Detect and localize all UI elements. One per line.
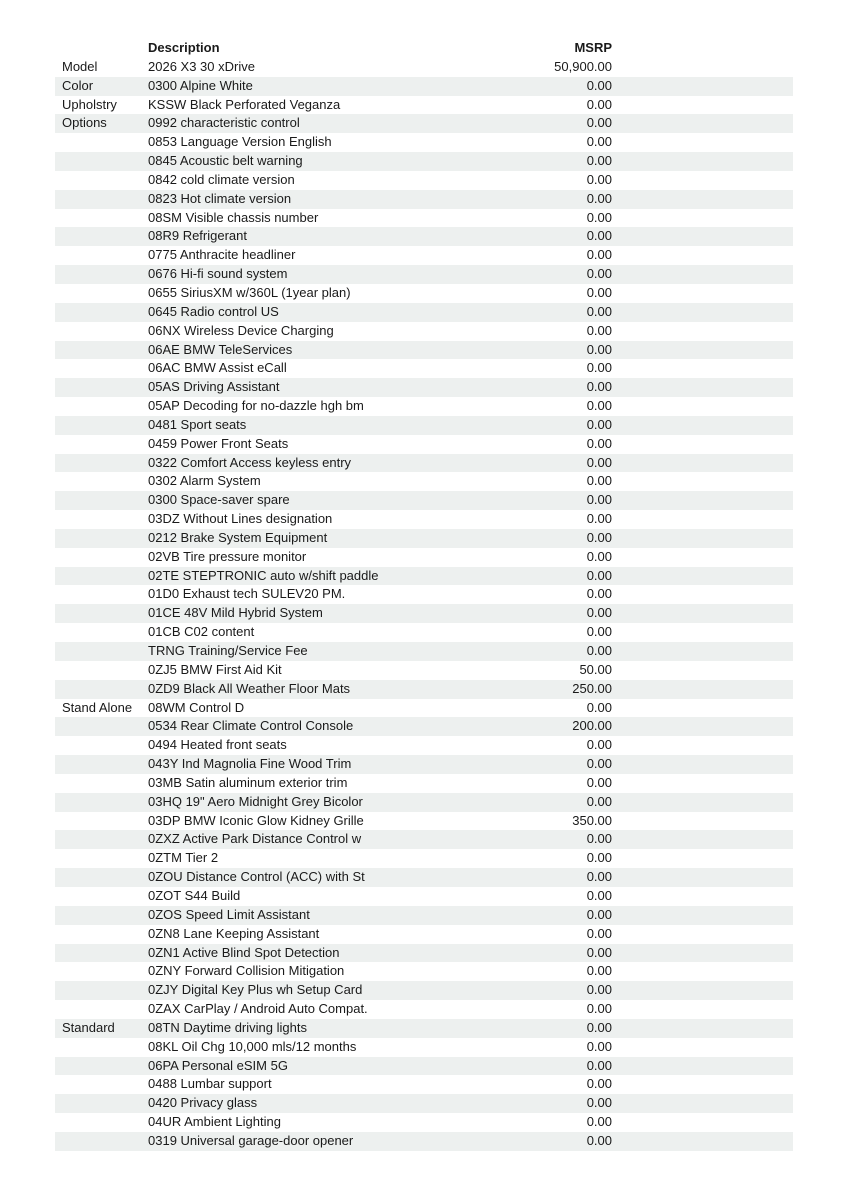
row-category-label bbox=[55, 152, 148, 171]
row-category-label bbox=[55, 887, 148, 906]
row-msrp: 250.00 bbox=[572, 680, 612, 696]
row-category-label bbox=[55, 793, 148, 812]
table-row bbox=[55, 1113, 793, 1132]
row-filler bbox=[612, 567, 793, 586]
row-msrp: 0.00 bbox=[586, 341, 612, 357]
row-filler bbox=[612, 322, 793, 341]
row-filler bbox=[612, 887, 793, 906]
table-row bbox=[55, 849, 793, 868]
row-description: 2026 X3 30 xDrive bbox=[148, 58, 255, 74]
row-filler bbox=[612, 58, 793, 77]
row-category-label bbox=[55, 736, 148, 755]
table-row bbox=[55, 774, 793, 793]
row-description: 0488 Lumbar support bbox=[148, 1076, 272, 1092]
row-msrp: 0.00 bbox=[586, 1001, 612, 1017]
row-category-label bbox=[55, 491, 148, 510]
row-msrp: 0.00 bbox=[586, 529, 612, 545]
row-filler bbox=[612, 77, 793, 96]
table-row bbox=[55, 623, 793, 642]
table-row bbox=[55, 397, 793, 416]
row-category-label bbox=[55, 944, 148, 963]
row-msrp: 0.00 bbox=[586, 850, 612, 866]
row-msrp: 0.00 bbox=[586, 737, 612, 753]
row-description: 0302 Alarm System bbox=[148, 473, 261, 489]
row-msrp: 0.00 bbox=[586, 906, 612, 922]
row-msrp: 0.00 bbox=[586, 586, 612, 602]
row-description: 0ZJY Digital Key Plus wh Setup Card bbox=[148, 982, 363, 998]
row-description: 0ZOT S44 Build bbox=[148, 887, 241, 903]
row-category-label bbox=[55, 1094, 148, 1113]
table-row bbox=[55, 830, 793, 849]
row-filler bbox=[612, 1075, 793, 1094]
row-description: 0ZOS Speed Limit Assistant bbox=[148, 906, 310, 922]
row-filler bbox=[612, 830, 793, 849]
row-description: 01CE 48V Mild Hybrid System bbox=[148, 605, 323, 621]
row-category-label bbox=[55, 623, 148, 642]
table-row bbox=[55, 209, 793, 228]
table-row bbox=[55, 585, 793, 604]
row-filler bbox=[612, 868, 793, 887]
row-msrp: 350.00 bbox=[572, 812, 612, 828]
row-category-label bbox=[55, 981, 148, 1000]
row-filler bbox=[612, 114, 793, 133]
row-msrp: 0.00 bbox=[586, 322, 612, 338]
row-msrp: 0.00 bbox=[586, 643, 612, 658]
row-description: 0ZJ5 BMW First Aid Kit bbox=[148, 661, 282, 677]
row-filler bbox=[612, 454, 793, 473]
row-filler bbox=[612, 209, 793, 228]
row-msrp: 0.00 bbox=[586, 96, 612, 112]
row-filler bbox=[612, 1132, 793, 1151]
row-description: 04UR Ambient Lighting bbox=[148, 1114, 281, 1130]
header-msrp: MSRP bbox=[574, 40, 612, 55]
row-filler bbox=[612, 491, 793, 510]
row-msrp: 0.00 bbox=[586, 303, 612, 319]
row-category-label bbox=[55, 303, 148, 322]
row-filler bbox=[612, 359, 793, 378]
row-description: KSSW Black Perforated Veganza bbox=[148, 96, 341, 112]
row-description: TRNG Training/Service Fee bbox=[148, 643, 308, 658]
row-description: 0ZTM Tier 2 bbox=[148, 850, 219, 866]
row-filler bbox=[612, 435, 793, 454]
row-msrp: 0.00 bbox=[586, 1132, 612, 1148]
row-msrp: 0.00 bbox=[586, 416, 612, 432]
row-filler bbox=[612, 623, 793, 642]
row-filler bbox=[612, 793, 793, 812]
table-row bbox=[55, 906, 793, 925]
row-description: 06PA Personal eSIM 5G bbox=[148, 1057, 288, 1073]
row-msrp: 0.00 bbox=[586, 454, 612, 470]
row-msrp: 0.00 bbox=[586, 1114, 612, 1130]
row-msrp: 0.00 bbox=[586, 793, 612, 809]
row-category-label bbox=[55, 906, 148, 925]
row-filler bbox=[612, 510, 793, 529]
table-row bbox=[55, 736, 793, 755]
row-filler bbox=[612, 548, 793, 567]
row-category-label bbox=[55, 1075, 148, 1094]
table-row bbox=[55, 1000, 793, 1019]
row-description: 0842 cold climate version bbox=[148, 171, 295, 187]
header-description: Description bbox=[148, 40, 220, 55]
row-category-label bbox=[55, 284, 148, 303]
row-msrp: 0.00 bbox=[586, 567, 612, 583]
row-description: 08WM Control D bbox=[148, 699, 245, 715]
row-description: 06NX Wireless Device Charging bbox=[148, 322, 334, 338]
row-description: 03DZ Without Lines designation bbox=[148, 511, 333, 527]
row-category-label bbox=[55, 265, 148, 284]
row-category-label bbox=[55, 472, 148, 491]
row-category-label bbox=[55, 717, 148, 736]
row-description: 0420 Privacy glass bbox=[148, 1095, 258, 1111]
row-description: 0212 Brake System Equipment bbox=[148, 529, 328, 545]
row-msrp: 0.00 bbox=[586, 1019, 612, 1035]
row-filler bbox=[612, 1094, 793, 1113]
table-row bbox=[55, 454, 793, 473]
row-category-label bbox=[55, 567, 148, 586]
row-msrp: 0.00 bbox=[586, 209, 612, 225]
row-category-label bbox=[55, 397, 148, 416]
table-row bbox=[55, 359, 793, 378]
table-row bbox=[55, 567, 793, 586]
header-category bbox=[55, 39, 148, 58]
table-row bbox=[55, 77, 793, 96]
row-category-label bbox=[55, 849, 148, 868]
table-row bbox=[55, 661, 793, 680]
row-filler bbox=[612, 227, 793, 246]
row-msrp: 0.00 bbox=[586, 266, 612, 282]
row-description: 0322 Comfort Access keyless entry bbox=[148, 454, 352, 470]
row-msrp: 0.00 bbox=[586, 831, 612, 847]
row-category-label bbox=[55, 133, 148, 152]
row-msrp: 0.00 bbox=[586, 171, 612, 187]
row-description: 0ZNY Forward Collision Mitigation bbox=[148, 963, 345, 979]
row-description: 0ZN1 Active Blind Spot Detection bbox=[148, 944, 340, 960]
row-category-label bbox=[55, 1057, 148, 1076]
row-filler bbox=[612, 585, 793, 604]
table-row bbox=[55, 717, 793, 736]
row-filler bbox=[612, 303, 793, 322]
row-filler bbox=[612, 529, 793, 548]
row-filler bbox=[612, 96, 793, 115]
row-description: 0494 Heated front seats bbox=[148, 737, 287, 753]
row-category-label bbox=[55, 755, 148, 774]
row-category-label bbox=[55, 925, 148, 944]
row-description: 08SM Visible chassis number bbox=[148, 209, 319, 225]
row-description: 0ZN8 Lane Keeping Assistant bbox=[148, 925, 320, 941]
row-category-label bbox=[55, 962, 148, 981]
row-category-label bbox=[55, 1113, 148, 1132]
row-msrp: 0.00 bbox=[586, 115, 612, 131]
table-row bbox=[55, 812, 793, 831]
row-filler bbox=[612, 906, 793, 925]
row-msrp: 0.00 bbox=[586, 492, 612, 508]
table-row bbox=[55, 925, 793, 944]
row-description: 043Y Ind Magnolia Fine Wood Trim bbox=[148, 756, 352, 772]
row-filler bbox=[612, 849, 793, 868]
row-category-label bbox=[55, 227, 148, 246]
row-description: 0645 Radio control US bbox=[148, 303, 279, 319]
row-msrp: 0.00 bbox=[586, 944, 612, 960]
row-msrp: 0.00 bbox=[586, 134, 612, 150]
table-row bbox=[55, 265, 793, 284]
table-body bbox=[55, 58, 793, 1151]
vehicle-options-table bbox=[55, 39, 793, 1151]
row-category-label bbox=[55, 359, 148, 378]
row-description: 0655 SiriusXM w/360L (1year plan) bbox=[148, 284, 351, 300]
table-row bbox=[55, 378, 793, 397]
row-msrp: 0.00 bbox=[586, 153, 612, 169]
row-filler bbox=[612, 1113, 793, 1132]
row-msrp: 0.00 bbox=[586, 925, 612, 941]
row-filler bbox=[612, 472, 793, 491]
row-filler bbox=[612, 604, 793, 623]
row-msrp: 0.00 bbox=[586, 360, 612, 376]
table-row bbox=[55, 152, 793, 171]
row-category-label bbox=[55, 774, 148, 793]
table-row bbox=[55, 491, 793, 510]
table-row bbox=[55, 868, 793, 887]
row-msrp: 0.00 bbox=[586, 247, 612, 263]
table-header-row bbox=[55, 39, 793, 58]
table-row bbox=[55, 887, 793, 906]
row-description: 0775 Anthracite headliner bbox=[148, 247, 296, 263]
row-description: 0ZD9 Black All Weather Floor Mats bbox=[148, 680, 351, 696]
row-category-label bbox=[55, 680, 148, 699]
row-category-label bbox=[55, 378, 148, 397]
table-row bbox=[55, 227, 793, 246]
row-filler bbox=[612, 133, 793, 152]
row-filler bbox=[612, 265, 793, 284]
table-row bbox=[55, 58, 793, 77]
table-row bbox=[55, 529, 793, 548]
row-msrp: 0.00 bbox=[586, 699, 612, 715]
row-description: 08KL Oil Chg 10,000 mls/12 months bbox=[148, 1038, 357, 1054]
row-msrp: 0.00 bbox=[586, 1038, 612, 1054]
row-description: 0481 Sport seats bbox=[148, 416, 247, 432]
header-filler bbox=[612, 39, 793, 58]
row-msrp: 0.00 bbox=[586, 982, 612, 998]
row-msrp: 0.00 bbox=[586, 1095, 612, 1111]
row-msrp: 0.00 bbox=[586, 548, 612, 564]
row-description: 08R9 Refrigerant bbox=[148, 228, 247, 244]
row-description: 0ZXZ Active Park Distance Control w bbox=[148, 831, 362, 847]
table-row bbox=[55, 1094, 793, 1113]
row-category-label: Standard bbox=[62, 1019, 115, 1035]
row-msrp: 50.00 bbox=[579, 661, 612, 677]
row-category-label bbox=[55, 868, 148, 887]
row-category-label bbox=[55, 1000, 148, 1019]
row-category-label bbox=[55, 642, 148, 661]
row-category-label bbox=[55, 548, 148, 567]
row-filler bbox=[612, 774, 793, 793]
table-row bbox=[55, 246, 793, 265]
row-filler bbox=[612, 812, 793, 831]
row-filler bbox=[612, 171, 793, 190]
row-msrp: 0.00 bbox=[586, 1057, 612, 1073]
table-row bbox=[55, 793, 793, 812]
row-msrp: 0.00 bbox=[586, 624, 612, 640]
row-description: 06AC BMW Assist eCall bbox=[148, 360, 287, 376]
table-row bbox=[55, 435, 793, 454]
row-category-label: Color bbox=[62, 77, 94, 93]
row-description: 0ZOU Distance Control (ACC) with St bbox=[148, 869, 365, 885]
row-filler bbox=[612, 341, 793, 360]
row-filler bbox=[612, 1057, 793, 1076]
row-description: 0534 Rear Climate Control Console bbox=[148, 718, 354, 734]
table-row bbox=[55, 322, 793, 341]
row-description: 0459 Power Front Seats bbox=[148, 435, 289, 451]
row-msrp: 0.00 bbox=[586, 228, 612, 244]
row-msrp: 0.00 bbox=[586, 190, 612, 206]
row-category-label bbox=[55, 510, 148, 529]
table-row bbox=[55, 1132, 793, 1151]
table-row bbox=[55, 755, 793, 774]
row-filler bbox=[612, 1000, 793, 1019]
row-description: 03MB Satin aluminum exterior trim bbox=[148, 774, 348, 790]
row-category-label bbox=[55, 209, 148, 228]
row-category-label bbox=[55, 171, 148, 190]
row-description: 01D0 Exhaust tech SULEV20 PM. bbox=[148, 586, 346, 602]
row-description: 01CB C02 content bbox=[148, 624, 255, 640]
table-row bbox=[55, 303, 793, 322]
row-category-label bbox=[55, 246, 148, 265]
row-description: 06AE BMW TeleServices bbox=[148, 341, 293, 357]
row-category-label bbox=[55, 529, 148, 548]
row-msrp: 0.00 bbox=[586, 511, 612, 527]
row-filler bbox=[612, 755, 793, 774]
row-filler bbox=[612, 699, 793, 718]
row-category-label bbox=[55, 416, 148, 435]
row-filler bbox=[612, 378, 793, 397]
row-msrp: 0.00 bbox=[586, 1076, 612, 1092]
row-category-label bbox=[55, 435, 148, 454]
row-msrp: 0.00 bbox=[586, 756, 612, 772]
row-description: 02TE STEPTRONIC auto w/shift paddle bbox=[148, 567, 379, 583]
row-filler bbox=[612, 717, 793, 736]
table-row bbox=[55, 548, 793, 567]
row-filler bbox=[612, 190, 793, 209]
row-msrp: 0.00 bbox=[586, 435, 612, 451]
row-filler bbox=[612, 1019, 793, 1038]
table-row bbox=[55, 171, 793, 190]
row-filler bbox=[612, 736, 793, 755]
row-description: 02VB Tire pressure monitor bbox=[148, 548, 307, 564]
table-row bbox=[55, 341, 793, 360]
row-description: 03HQ 19" Aero Midnight Grey Bicolor bbox=[148, 793, 363, 809]
row-msrp: 50,900.00 bbox=[554, 58, 612, 74]
row-filler bbox=[612, 1038, 793, 1057]
table-row bbox=[55, 416, 793, 435]
table-row bbox=[55, 699, 793, 718]
table-row bbox=[55, 510, 793, 529]
row-msrp: 0.00 bbox=[586, 284, 612, 300]
row-description: 03DP BMW Iconic Glow Kidney Grille bbox=[148, 812, 364, 828]
table-row bbox=[55, 962, 793, 981]
row-filler bbox=[612, 680, 793, 699]
table-row bbox=[55, 1057, 793, 1076]
table-row bbox=[55, 1019, 793, 1038]
table-row bbox=[55, 1075, 793, 1094]
table-row bbox=[55, 114, 793, 133]
row-filler bbox=[612, 925, 793, 944]
row-msrp: 0.00 bbox=[586, 774, 612, 790]
row-category-label: Model bbox=[62, 58, 98, 74]
row-filler bbox=[612, 397, 793, 416]
row-msrp: 200.00 bbox=[572, 718, 612, 734]
row-category-label bbox=[55, 341, 148, 360]
row-filler bbox=[612, 661, 793, 680]
row-description: 0992 characteristic control bbox=[148, 115, 300, 131]
row-category-label bbox=[55, 830, 148, 849]
row-category-label bbox=[55, 1038, 148, 1057]
table-row bbox=[55, 604, 793, 623]
table-row bbox=[55, 680, 793, 699]
row-category-label bbox=[55, 454, 148, 473]
table-row bbox=[55, 190, 793, 209]
table-row bbox=[55, 642, 793, 661]
table-row bbox=[55, 284, 793, 303]
row-category-label: Upholstry bbox=[62, 96, 117, 112]
row-description: 0853 Language Version English bbox=[148, 134, 332, 150]
row-description: 0676 Hi-fi sound system bbox=[148, 266, 288, 282]
row-filler bbox=[612, 981, 793, 1000]
row-category-label bbox=[55, 812, 148, 831]
row-filler bbox=[612, 284, 793, 303]
row-filler bbox=[612, 944, 793, 963]
row-description: 05AP Decoding for no-dazzle hgh bm bbox=[148, 398, 364, 414]
row-description: 08TN Daytime driving lights bbox=[148, 1019, 307, 1035]
row-msrp: 0.00 bbox=[586, 869, 612, 885]
row-description: 0300 Space-saver spare bbox=[148, 492, 290, 508]
row-description: 0300 Alpine White bbox=[148, 77, 253, 93]
row-description: 0ZAX CarPlay / Android Auto Compat. bbox=[148, 1001, 368, 1017]
row-msrp: 0.00 bbox=[586, 605, 612, 621]
row-msrp: 0.00 bbox=[586, 963, 612, 979]
row-description: 0823 Hot climate version bbox=[148, 190, 292, 206]
table-row bbox=[55, 96, 793, 115]
table-row bbox=[55, 944, 793, 963]
row-category-label bbox=[55, 661, 148, 680]
row-description: 0845 Acoustic belt warning bbox=[148, 153, 303, 169]
row-category-label bbox=[55, 1132, 148, 1151]
row-msrp: 0.00 bbox=[586, 473, 612, 489]
row-filler bbox=[612, 152, 793, 171]
row-category-label: Options bbox=[62, 115, 107, 131]
row-category-label bbox=[55, 322, 148, 341]
row-description: 0319 Universal garage-door opener bbox=[148, 1132, 354, 1148]
row-msrp: 0.00 bbox=[586, 77, 612, 93]
table-row bbox=[55, 981, 793, 1000]
row-description: 05AS Driving Assistant bbox=[148, 379, 280, 395]
row-msrp: 0.00 bbox=[586, 398, 612, 414]
row-category-label bbox=[55, 585, 148, 604]
row-filler bbox=[612, 246, 793, 265]
row-category-label bbox=[55, 190, 148, 209]
table-row bbox=[55, 1038, 793, 1057]
row-category-label: Stand Alone bbox=[62, 699, 133, 715]
row-filler bbox=[612, 416, 793, 435]
table-row bbox=[55, 472, 793, 491]
table-row bbox=[55, 133, 793, 152]
row-filler bbox=[612, 642, 793, 661]
row-filler bbox=[612, 962, 793, 981]
row-category-label bbox=[55, 604, 148, 623]
row-msrp: 0.00 bbox=[586, 887, 612, 903]
row-msrp: 0.00 bbox=[586, 379, 612, 395]
